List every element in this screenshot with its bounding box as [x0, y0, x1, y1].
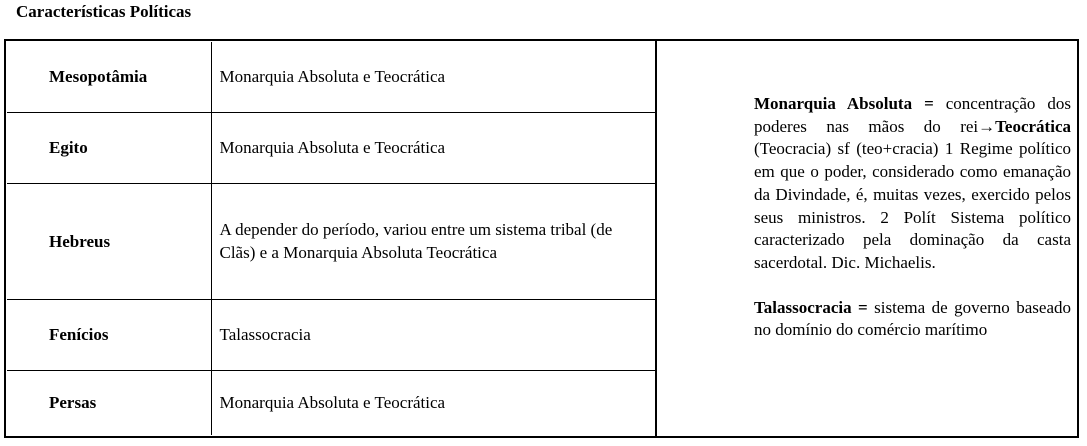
political-characteristics-table — [7, 42, 655, 435]
civilization-cell: Hebreus — [7, 183, 211, 299]
table-row — [7, 42, 655, 112]
arrow-icon: → — [978, 116, 996, 136]
political-system-cell: Monarquia Absoluta e Teocrática — [211, 112, 655, 183]
civilization-cell: Persas — [7, 370, 211, 435]
table-row — [7, 370, 655, 435]
political-system-cell: A depender do período, variou entre um sistema tribal (de Clãs) e a Monarquia Absoluta Teocrática — [211, 183, 655, 299]
column-divider — [655, 41, 657, 436]
civilization-cell: Fenícios — [7, 299, 211, 370]
teocratica-term: Teocrática — [995, 116, 1071, 136]
civilization-cell: Mesopotâmia — [7, 42, 211, 112]
table-row — [7, 183, 655, 299]
table-row — [7, 299, 655, 370]
talassocracia-definition — [754, 297, 1071, 342]
definitions-panel — [754, 93, 1071, 342]
talassocracia-text: sistema de governo baseado no domínio do comércio marítimo — [754, 297, 1072, 340]
monarquia-definition — [754, 93, 1071, 275]
page-title: Características Políticas — [16, 2, 192, 21]
civilization-cell: Egito — [7, 112, 211, 183]
political-system-cell: Monarquia Absoluta e Teocrática — [211, 370, 655, 435]
political-system-cell: Talassocracia — [211, 299, 655, 370]
table-row — [7, 112, 655, 183]
monarquia-term: Monarquia Absoluta = — [754, 94, 934, 113]
monarquia-text: concentração dos poderes nas mãos do rei — [754, 94, 1071, 136]
talassocracia-term: Talassocracia = — [754, 297, 868, 317]
political-system-cell: Monarquia Absoluta e Teocrática — [211, 42, 655, 112]
teocratica-text: (Teocracia) sf (teo+cracia) 1 Regime político em que o poder, considerado como emanação da Divindade, é, muitas vezes, exercido pelos seus ministros. 2 Polít Sistema político caracterizado pela dominação da casta sacerdotal. Dic. Michaelis. — [754, 139, 1071, 272]
